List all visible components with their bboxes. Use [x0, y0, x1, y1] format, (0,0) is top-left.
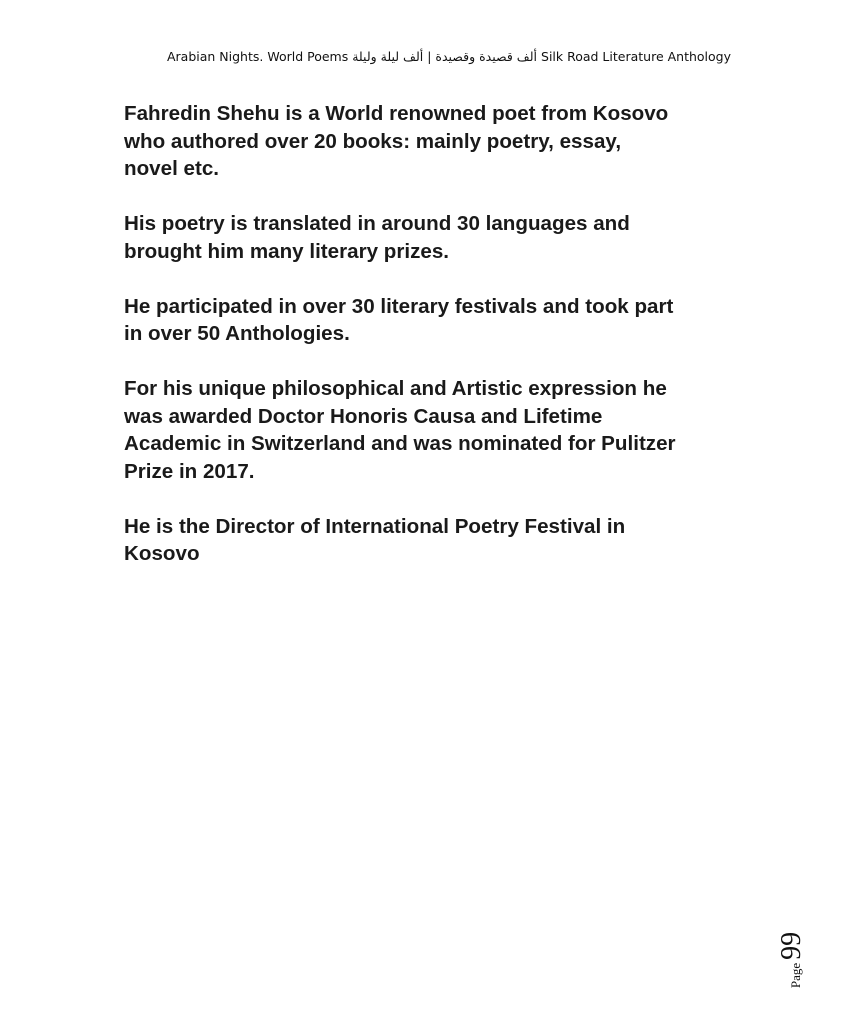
paragraph-awards: For his unique philosophical and Artistic expression he was awarded Doctor Honoris Causa and Lifetime Academic in Switzerland and was nominated for Pulitzer Prize in 2017.: [124, 377, 676, 483]
paragraph-director: He is the Director of International Poetry Festival in Kosovo: [124, 514, 626, 565]
page-number: [776, 932, 808, 988]
paragraph-festivals: He participated in over 30 literary festivals and took part in over 50 Anthologies.: [124, 294, 674, 345]
paragraph-intro: Fahredin Shehu is a World renowned poet from Kosovo who authored over 20 books: mainly poetry, essay, novel etc.: [124, 102, 669, 180]
biography-text: [124, 100, 734, 595]
page-label: Page: [788, 962, 803, 989]
paragraph-translations: His poetry is translated in around 30 languages and brought him many literary prizes.: [124, 212, 630, 263]
running-header: Arabian Nights. World Poems ألف قصيدة وقصيدة | ألف ليلة وليلة Silk Road Literature Anthology: [166, 49, 732, 64]
page-number-value: 99: [776, 931, 807, 960]
